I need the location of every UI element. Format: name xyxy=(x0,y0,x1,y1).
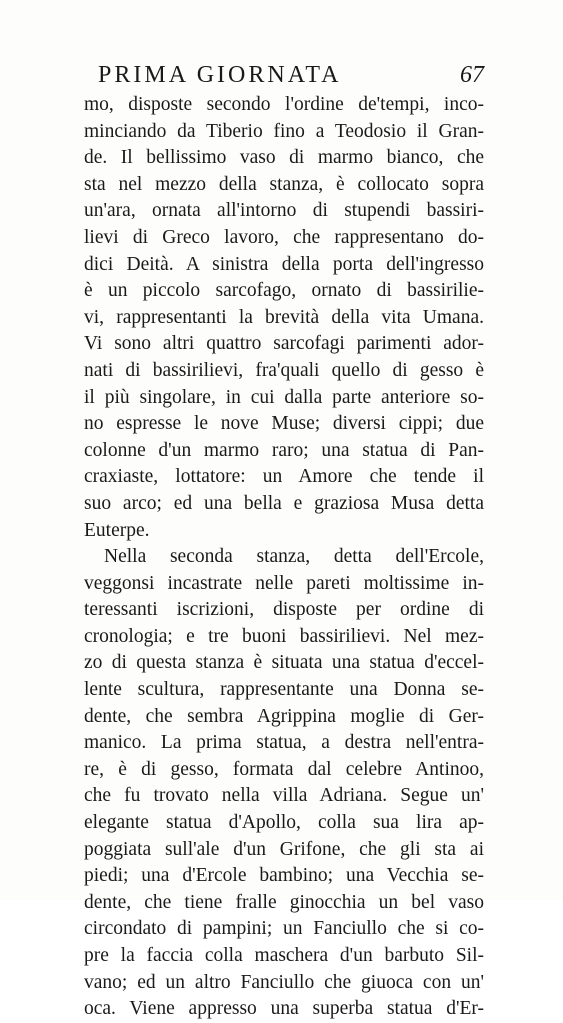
body-text xyxy=(84,92,484,1023)
text-line: de. Il bellissimo vaso di marmo bianco, che xyxy=(84,147,484,169)
text-line: è un piccolo sarcofago, ornato di bassirilie- xyxy=(84,280,484,302)
text-line: che fu trovato nella villa Adriana. Segue un' xyxy=(84,785,484,807)
paragraph-start-line: Nella seconda stanza, detta dell'Ercole, xyxy=(104,546,484,568)
text-line: vi, rappresentanti la brevità della vita Umana. xyxy=(84,306,484,328)
text-line: re, è di gesso, formata dal celebre Antinoo, xyxy=(84,758,484,780)
text-line: teressanti iscrizioni, disposte per ordine di xyxy=(84,599,484,621)
text-line: elegante statua d'Apollo, colla sua lira ap- xyxy=(84,812,484,834)
text-line: mo, disposte secondo l'ordine de'tempi, inco- xyxy=(84,94,484,115)
running-head: PRIMA GIORNATA xyxy=(98,62,342,88)
text-line: zo di questa stanza è situata una statua d'eccel- xyxy=(84,652,484,674)
text-line: craxiaste, lottatore: un Amore che tende il xyxy=(84,466,484,488)
text-line: pre la faccia colla maschera d'un barbuto Sil- xyxy=(84,945,484,966)
page-number: 67 xyxy=(460,62,484,88)
text-line: no espresse le nove Muse; diversi cippi; due xyxy=(84,413,484,435)
text-line: un'ara, ornata all'intorno di stupendi bassiri- xyxy=(84,200,484,222)
text-line: minciando da Tiberio fino a Teodosio il Gran- xyxy=(84,120,484,142)
text-line: veggonsi incastrate nelle pareti moltissime in- xyxy=(84,572,484,594)
paragraph-end-line: Euterpe. xyxy=(84,519,150,541)
text-line: nati di bassirilievi, fra'quali quello di gesso è xyxy=(84,359,484,381)
text-line: dici Deità. A sinistra della porta dell'ingresso xyxy=(84,253,484,275)
text-line: lente scultura, rappresentante una Donna se- xyxy=(84,679,484,701)
text-line: piedi; una d'Ercole bambino; una Vecchia se- xyxy=(84,865,484,887)
text-line: manico. La prima statua, a destra nell'entra- xyxy=(84,732,484,754)
text-line: vano; ed un altro Fanciullo che giuoca con un' xyxy=(84,971,484,993)
text-line: circondato di pampini; un Fanciullo che si co- xyxy=(84,918,484,940)
text-line: poggiata sull'ale d'un Grifone, che gli sta ai xyxy=(84,838,484,860)
text-line: colonne d'un marmo raro; una statua di Pan- xyxy=(84,439,484,461)
text-line: il più singolare, in cui dalla parte anteriore so- xyxy=(84,386,484,408)
page-header xyxy=(84,62,484,92)
text-line: lievi di Greco lavoro, che rappresentano do- xyxy=(84,226,484,248)
text-line: cronologia; e tre buoni bassirilievi. Nel mez- xyxy=(84,625,484,647)
text-line: suo arco; ed una bella e graziosa Musa detta xyxy=(84,492,484,514)
text-line: sta nel mezzo della stanza, è collocato sopra xyxy=(84,173,484,195)
text-line: Vi sono altri quattro sarcofagi parimenti ador- xyxy=(84,333,484,355)
text-line: oca. Viene appresso una superba statua d'Er- xyxy=(84,998,484,1020)
text-line: dente, che sembra Agrippina moglie di Ger- xyxy=(84,705,484,727)
text-line: dente, che tiene fralle ginocchia un bel vaso xyxy=(84,891,484,913)
